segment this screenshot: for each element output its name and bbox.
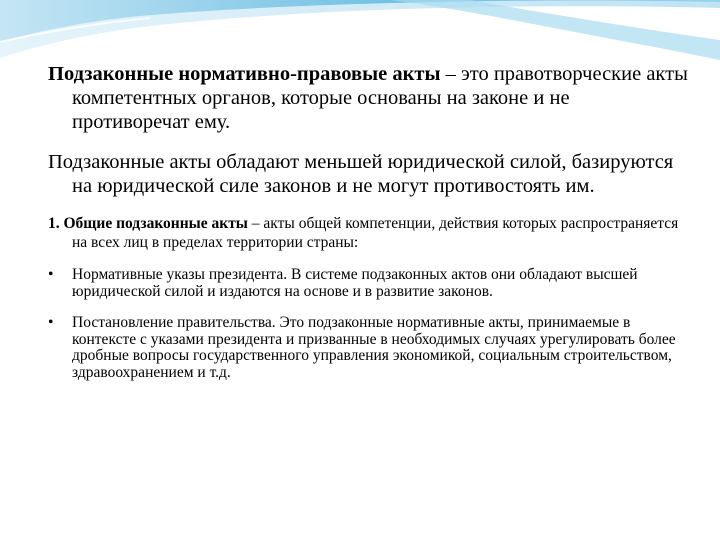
bullet-marker: • [48,266,54,283]
paragraph-definition [48,62,688,134]
paragraph-general-bylaws [48,214,688,252]
term-general-bylaws: Общие подзаконные акты [63,215,248,232]
definition-text: – это правотворческие акты компетентных органов, которые основаны на законе и не противоречат ему. [72,63,688,133]
item-number: 1. [48,215,60,232]
paragraph-legal-force [48,150,688,198]
bullet-text: Постановление правительства. Это подзаконные нормативные акты, принимаемые в контексте с указами президента и призванные в необходимых случаях урегулировать более дробные вопросы государственного управления экономикой, социальным строительством, здравоохранением и т.д. [72,314,676,381]
bullet-presidential-decrees [48,267,688,300]
legal-force-text: Подзаконные акты обладают меньшей юридической силой, базируются на юридической силе законов и не могут противостоять им. [48,151,674,197]
bullet-government-resolutions [48,315,688,381]
term-bylaws: Подзаконные нормативно-правовые акты [48,63,441,85]
slide-content [48,62,688,381]
general-bylaws-text: – акты общей компетенции, действия которых распространяется на всех лиц в пределах территории страны: [72,215,679,251]
bullet-text: Нормативные указы президента. В системе подзаконных актов они обладают высшей юридической силой и издаются на основе и в развитие законов. [72,266,638,300]
bullet-marker: • [48,314,54,331]
